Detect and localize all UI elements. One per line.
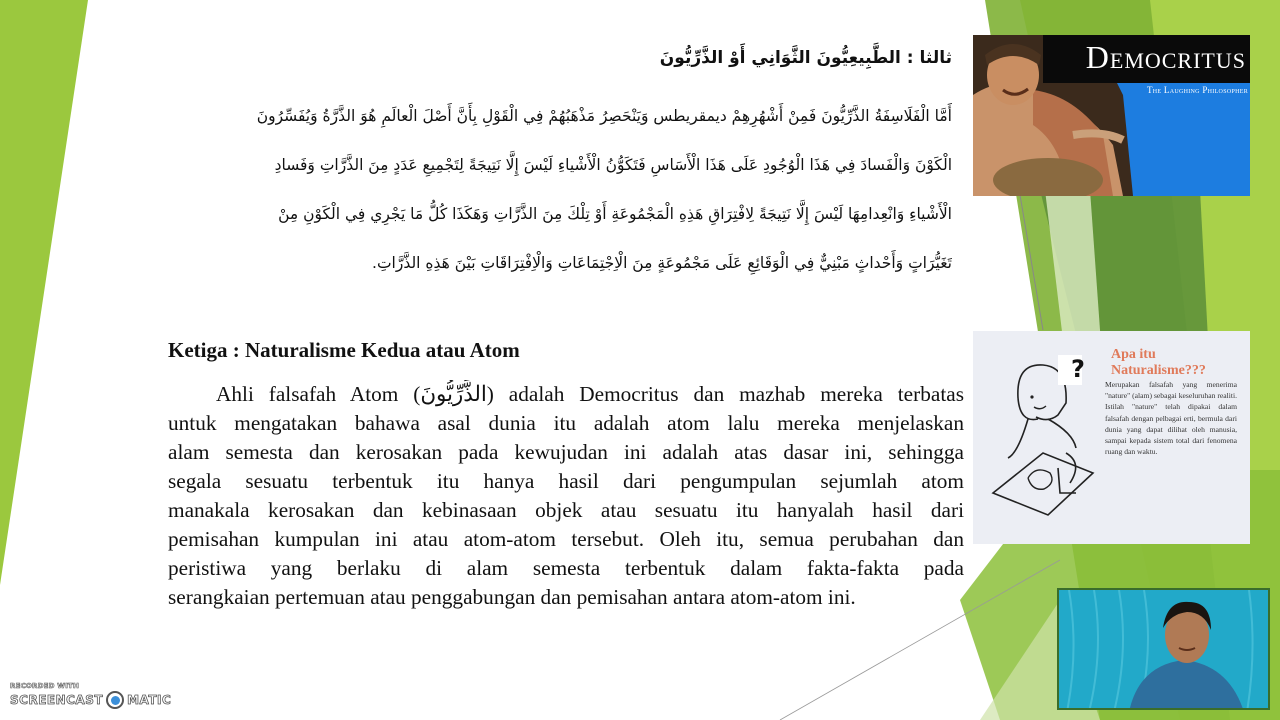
screencast-watermark (10, 682, 171, 709)
presenter-webcam (1057, 588, 1270, 710)
malay-line: pemisahan kumpulan ini atau atom-atom tersebut. Oleh itu, semua perubahan dan (168, 527, 964, 551)
arabic-section-title: ثالثا : الطَّبِيعِيُّونَ الثَّوَانِي أَوْ الذَّرِّيُّونَ (659, 48, 952, 68)
record-dot-icon (111, 696, 120, 705)
arabic-line: الْكَوْنَ وَالْفَسادَ فِي هَذَا الْوُجُودِ عَلَى هَذَا الْأَسَاسِ فَتَكَوُّنُ الْأَشْياءِ لَيْسَ إِلَّا نَتِيجَةً لِتَجْمِيعِ عَدَدٍ مِنَ الذَّرَّاتِ وَفَسادِ (274, 156, 952, 174)
naturalism-infographic (973, 331, 1250, 544)
question-mark-icon: ? (1071, 355, 1085, 383)
malay-line: manakala kerosakan dan kebinasaan objek atau sesuatu itu hanyalah hasil dari (168, 498, 964, 522)
arabic-line: الْأَشْياءِ وَانْعِدامِهَا لَيْسَ إِلَّا نَتِيجَةً لِافْتِرَاقِ هَذِهِ الْمَجْمُوعَةِ أَوْ تِلْكَ مِنَ الذَّرَّاتِ وَهَكَذَا كُلُّ مَا يَجْرِي فِي الْكَوْنِ مِنْ (278, 205, 952, 223)
record-logo-icon (106, 691, 124, 709)
malay-line: serangkaian pertemuan atau penggabungan dan pemisahan antara atom-atom ini. (168, 585, 856, 609)
naturalism-description: Merupakan falsafah yang menerima "nature" (alam) sebagai keseluruhan realiti. Istilah "nature" telah dipakai dalam falsafah dengan pelbagai erti, bermula dari dunia yang dapat dilihat oleh manusia, sampai kepada sistem total dari fenomena ruang dan waktu. (1105, 380, 1237, 457)
recorded-with-label: RECORDED WITH (10, 682, 80, 690)
malay-section-heading: Ketiga : Naturalisme Kedua atau Atom (168, 338, 520, 362)
brand-left: SCREENCAST (10, 693, 104, 707)
malay-line: peristiwa yang berlaku di alam semesta terbentuk dalam fakta-fakta pada (168, 556, 964, 580)
democritus-title: Democritus (1085, 39, 1246, 75)
presenter-video-icon (1059, 590, 1270, 710)
malay-line: segala sesuatu terbentuk itu hanya hasil dari pengumpulan sejumlah atom (168, 469, 964, 493)
naturalism-heading: Apa itu Naturalisme??? (1111, 347, 1206, 378)
arabic-line: تَغَيُّرَاتٍ وَأَحْداثٍ مَبْنِيٌّ فِي الْوَقَائِعِ عَلَى مَجْمُوعَةٍ مِنَ الْاِجْتِمَاعَاتِ وَالْاِفْتِرَاقَاتِ بَيْنَ هَذِهِ الذَّرَّاتِ. (372, 254, 952, 272)
girl-microscope-sketch-icon (988, 353, 1103, 523)
arabic-paragraph (180, 92, 952, 288)
malay-line: Ahli falsafah Atom (الذَّرِّيُّونَ) adalah Democritus dan mazhab mereka terbatas (216, 382, 964, 406)
malay-line: untuk mengatakan bahawa asal dunia itu adalah atom lalu mereka menjelaskan (168, 411, 964, 435)
brand-right: MATIC (127, 693, 172, 707)
arabic-line: أَمَّا الْفَلَاسِفَةُ الذَّرِّيُّونَ فَمِنْ أَشْهُرِهِمْ ديمقريطس وَيَنْحَصِرُ مَذْهَبُهُمْ فِي الْقَوْلِ بِأَنَّ أَصْلَ الْعالَمِ هُوَ الذَّرَّةُ وَيُفَسِّرُونَ (256, 107, 952, 125)
malay-paragraph (168, 380, 964, 612)
malay-line: alam semesta dan kerosakan pada kewujudan ini adalah atas dasar ini, sehingga (168, 440, 964, 464)
democritus-image (973, 35, 1250, 196)
democritus-subtitle: The Laughing Philosopher (1146, 85, 1248, 95)
